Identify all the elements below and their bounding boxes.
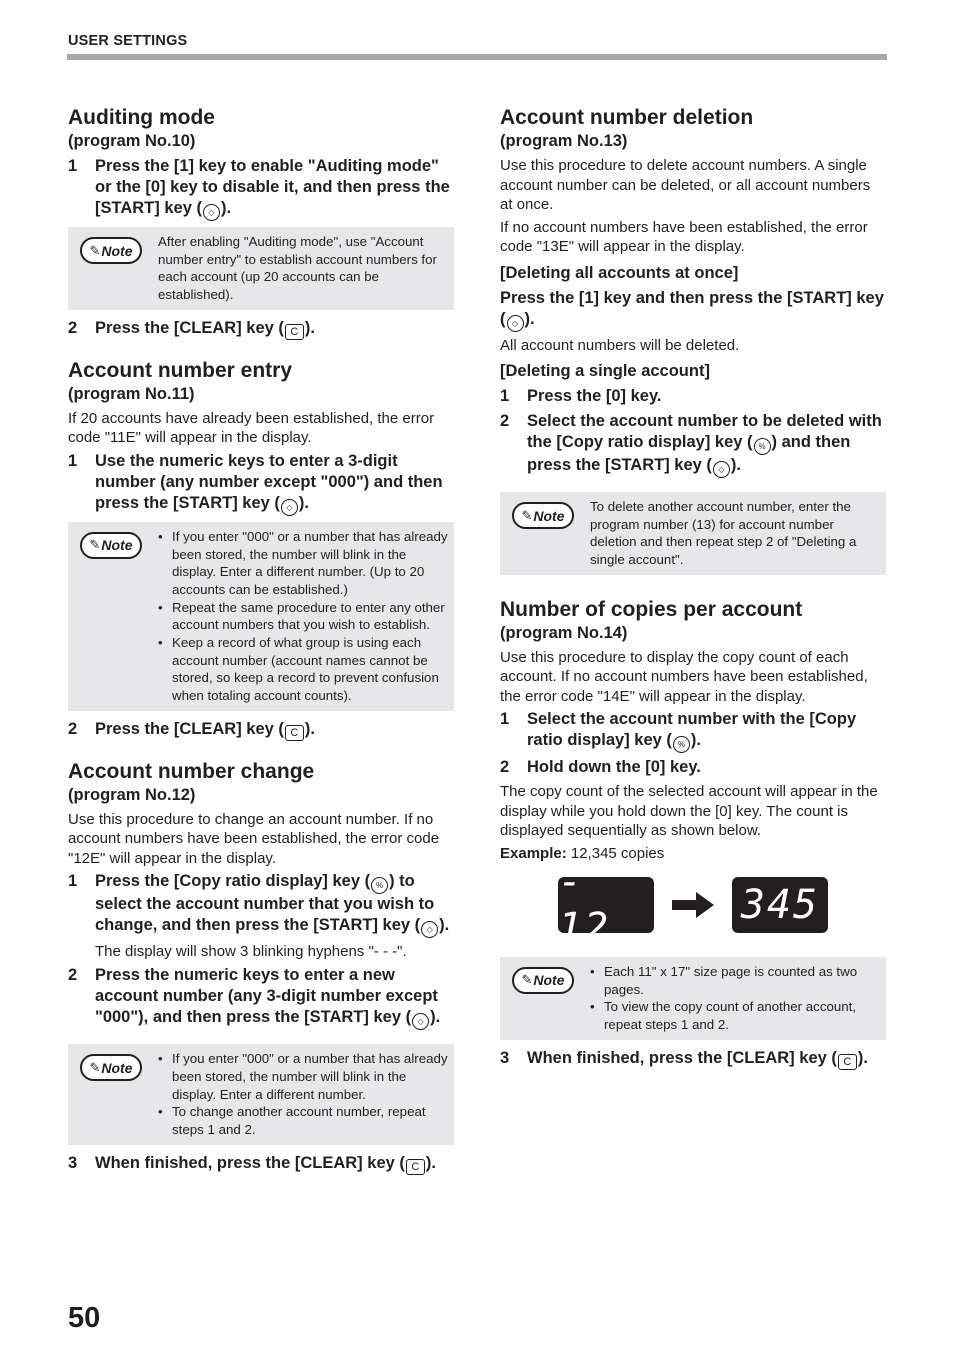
delete-all-heading: [Deleting all accounts at once] <box>500 263 739 282</box>
step-text: Hold down the [0] key. <box>527 758 701 777</box>
step-text-end: ). <box>524 309 535 328</box>
page-number: 50 <box>68 1302 101 1334</box>
deletion-step-1 <box>500 386 886 407</box>
note-badge-label: Note <box>101 1059 133 1076</box>
note-badge-label: Note <box>101 242 133 259</box>
auditing-title: Auditing mode <box>68 106 215 129</box>
note-item: • To change another account number, repeat steps 1 and 2. <box>158 1103 448 1138</box>
copies-title: Number of copies per account <box>500 597 803 621</box>
note-badge-icon: ✎ Note <box>512 967 574 994</box>
copies-step-2 <box>500 757 886 778</box>
right-arrow-icon <box>654 890 732 920</box>
step-number: 1 <box>68 157 78 175</box>
note-badge-label: Note <box>101 537 133 554</box>
step-text: Use the numeric keys to enter a 3-digit number (any number except "000") and then press the [START] key ( <box>95 451 443 512</box>
note-item: • If you enter "000" or a number that has already been stored, the number will blink in the display. Enter a different number. <box>158 1050 448 1103</box>
change-step-1-note: The display will show 3 blinking hyphens "- - -". <box>95 943 407 961</box>
copies-step-1 <box>500 709 886 753</box>
step-text: Press the [0] key. <box>527 387 662 405</box>
entry-subtitle: (program No.11) <box>68 384 195 403</box>
clear-key-icon: C <box>838 1054 857 1070</box>
ratio-key-icon: % <box>371 877 388 894</box>
clear-key-icon: C <box>285 324 304 340</box>
delete-single-heading: [Deleting a single account] <box>500 362 710 380</box>
change-step-2 <box>68 965 454 1030</box>
display-sequence <box>558 858 886 951</box>
start-key-icon: ◇ <box>713 461 730 478</box>
copies-subtitle: (program No.14) <box>500 623 628 642</box>
step-text-end: ). <box>298 493 309 512</box>
copies-body: The copy count of the selected account will appear in the display while you hold down the [0] key. The count is displayed sequentially as shown below. <box>500 783 878 840</box>
clear-key-icon: C <box>285 725 304 741</box>
note-badge-label: Note <box>533 507 565 524</box>
right-column <box>500 105 886 1074</box>
ratio-key-icon: % <box>673 736 690 753</box>
step-text: Press the [1] key to enable "Auditing mode" or the [0] key to disable it, and then press the [START] key ( <box>95 157 450 217</box>
step-number: 1 <box>68 451 78 470</box>
step-text-end: ). <box>304 719 315 738</box>
note-item: • Keep a record of what group is using each account number (account names cannot be stored, so keep a record to prevent confusion when totaling account counts). <box>158 634 448 705</box>
ratio-key-icon: % <box>754 438 771 455</box>
lcd-display-first: - 12 <box>558 877 654 933</box>
delete-all-result: All account numbers will be deleted. <box>500 336 740 354</box>
step-text-mid: ) and then press the [START] key ( <box>527 433 851 474</box>
step-text: Press the [1] key and then press the [START] key ( <box>500 288 884 328</box>
deletion-subtitle: (program No.13) <box>500 132 628 150</box>
auditing-step-1 <box>68 156 454 221</box>
step-number: 1 <box>68 872 78 891</box>
step-text: Press the [CLEAR] key ( <box>95 719 284 738</box>
change-title: Account number change <box>68 759 315 783</box>
step-text-end: ). <box>730 456 741 474</box>
step-text: When finished, press the [CLEAR] key ( <box>95 1153 405 1172</box>
deletion-title: Account number deletion <box>500 106 754 129</box>
auditing-subtitle: (program No.10) <box>68 132 196 150</box>
step-text-end: ). <box>439 916 450 935</box>
step-text-end: ). <box>220 199 232 217</box>
change-step-1 <box>68 871 454 938</box>
change-intro: Use this procedure to change an account number. If no account numbers have been established, the error code "12E" will appear in the display. <box>68 810 440 867</box>
change-subtitle: (program No.12) <box>68 785 196 804</box>
step-number: 3 <box>68 1153 78 1172</box>
step-number: 1 <box>500 710 510 729</box>
note-item: • If you enter "000" or a number that has already been stored, the number will blink in the display. Enter a different number. (Up to 20 accounts can be established.) <box>158 528 448 599</box>
step-text: When finished, press the [CLEAR] key ( <box>527 1048 837 1067</box>
step-number: 2 <box>68 318 78 337</box>
note-item: • Each 11" x 17" size page is counted as two pages. <box>590 963 880 998</box>
start-key-icon: ◇ <box>412 1013 429 1030</box>
start-key-icon: ◇ <box>281 499 298 516</box>
entry-intro: If 20 accounts have already been established, the error code "11E" will appear in the display. <box>68 409 435 447</box>
auditing-note <box>68 227 454 310</box>
step-text: Press the numeric keys to enter a new account number (any 3-digit number except "000"), and then press the [START] key ( <box>95 966 438 1027</box>
note-badge-icon: ✎ Note <box>80 532 142 559</box>
step-text: Select the account number with the [Copy ratio display] key ( <box>527 710 857 750</box>
start-key-icon: ◇ <box>203 204 220 221</box>
note-badge-label: Note <box>533 972 565 989</box>
entry-step-2 <box>68 719 454 741</box>
step-number: 2 <box>68 719 78 738</box>
deletion-intro-1: Use this procedure to delete account numbers. A single account number can be deleted, or all account numbers at once. <box>500 157 871 213</box>
step-number: 2 <box>500 412 510 430</box>
deletion-intro-2: If no account numbers have been established, the error code "13E" will appear in the display. <box>500 218 868 255</box>
note-list <box>158 1050 448 1139</box>
left-column <box>68 105 454 1179</box>
step-text: Press the [Copy ratio display] key ( <box>95 872 371 891</box>
header-label: USER SETTINGS <box>68 33 188 49</box>
step-text-end: ). <box>304 318 315 337</box>
step-number: 2 <box>500 758 510 777</box>
note-item: • To view the copy count of another account, repeat steps 1 and 2. <box>590 998 880 1033</box>
note-badge-icon: ✎ Note <box>512 502 574 529</box>
entry-step-1 <box>68 451 454 516</box>
entry-title: Account number entry <box>68 358 293 382</box>
step-text: Select the account number to be deleted with the [Copy ratio display] key ( <box>527 412 882 451</box>
note-text: To delete another account number, enter the program number (13) for account number deletion and then repeat step 2 of "Deleting a single account". <box>590 499 857 568</box>
note-list <box>590 963 880 1034</box>
copies-step-3 <box>500 1048 886 1070</box>
step-text-mid: ) to select the account number that you wish to change, and then press the [START] key ( <box>95 872 435 935</box>
step-text-end: ). <box>430 1008 441 1027</box>
note-text: After enabling "Auditing mode", use "Account number entry" to establish account numbers for each account (up 20 accounts can be established). <box>158 234 437 303</box>
deletion-step-2 <box>500 411 886 478</box>
start-key-icon: ◇ <box>507 315 524 332</box>
note-item: • Repeat the same procedure to enter any other account numbers that you wish to establish. <box>158 599 448 634</box>
lcd-display-second: 345 <box>732 877 828 933</box>
step-text-end: ). <box>857 1048 868 1067</box>
deletion-note <box>500 492 886 575</box>
example-label: Example: <box>500 844 567 862</box>
change-note <box>68 1044 454 1145</box>
start-key-icon: ◇ <box>421 921 438 938</box>
note-badge-icon: ✎ Note <box>80 1054 142 1081</box>
note-list <box>158 528 448 705</box>
entry-note <box>68 522 454 711</box>
step-number: 3 <box>500 1048 510 1067</box>
copies-intro: Use this procedure to display the copy count of each account. If no account numbers have been established, the error code "14E" will appear in the display. <box>500 648 868 705</box>
step-text: Press the [CLEAR] key ( <box>95 318 284 337</box>
step-text-end: ). <box>425 1153 436 1172</box>
change-step-3 <box>68 1153 454 1175</box>
step-text-end: ). <box>690 731 701 750</box>
header-bar <box>67 54 887 60</box>
example-value: 12,345 copies <box>566 844 665 862</box>
step-number: 1 <box>500 387 510 405</box>
note-badge-icon: ✎ Note <box>80 237 142 264</box>
clear-key-icon: C <box>406 1159 425 1175</box>
delete-all-step <box>500 288 886 332</box>
copies-note <box>500 957 886 1040</box>
step-number: 2 <box>68 966 78 985</box>
auditing-step-2 <box>68 318 454 340</box>
